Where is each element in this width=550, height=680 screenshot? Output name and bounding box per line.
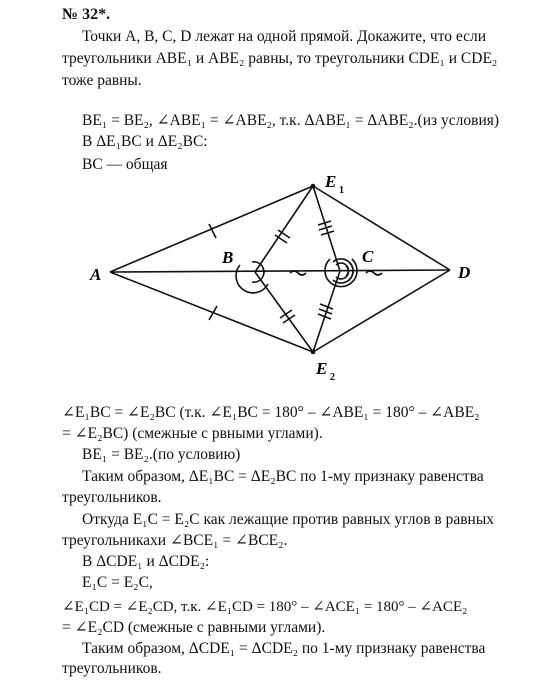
line-AD (110, 270, 450, 272)
label-C: C (362, 247, 374, 266)
proof-line-10: ∠E₁CD = ∠E₂CD, т.к. ∠E₁CD = 180° – ∠ACE₁ = 180° – ∠ACE₂ (62, 599, 468, 615)
tick-CE2-a (320, 304, 333, 309)
label-E2: E (316, 359, 328, 378)
segment-E1D (313, 186, 450, 270)
proof-line-11: = ∠E₂CD (смежные с равными углами). (62, 619, 326, 636)
problem-line-2: треугольники ABE₁ и ABE₂ равны, то треугольники CDE₁ и CDE₂ (62, 50, 498, 67)
label-D: D (458, 263, 471, 282)
proof-line-4: Таким образом, ΔE₁BC = ΔE₂BC по 1-му признаку равенства (82, 468, 484, 485)
tick-AE1 (209, 224, 216, 238)
proof-line-6: Откуда E₁C = E₂C как лежащие против равных углов в равных (82, 511, 494, 528)
proof-line-5: треугольников. (62, 489, 162, 506)
problem-line-3: тоже равны. (62, 72, 142, 89)
tick-BE2-a (280, 310, 292, 318)
proof-line-12: Таким образом, ΔCDE₁ = ΔCDE₂ по 1-му признаку равенства (82, 640, 486, 657)
tick-BE2-b (283, 315, 295, 323)
proof-line-3: BE₁ = BE₂.(по условию) (82, 446, 241, 463)
proof-line-8: В ΔCDE₁ и ΔCDE₂: (82, 553, 210, 570)
point-E2 (311, 350, 316, 355)
solution-line-2: В ΔE₁BC и ΔE₂BC: (82, 133, 208, 150)
proof-line-7: треугольникахи ∠BCE₁ = ∠BCE₂. (62, 532, 288, 549)
proof-line-1: ∠E₁BC = ∠E₂BC (т.к. ∠E₁BC = 180° – ∠ABE₁ = 180° – ∠ABE₂ (62, 404, 480, 421)
label-E2-subscript: 2 (330, 372, 335, 383)
problem-number: № 32*. (62, 6, 111, 23)
label-A: A (90, 265, 102, 284)
wave-mark-CD (366, 271, 382, 275)
label-B: B (222, 248, 234, 267)
solution-line-3: BC — общая (82, 156, 168, 173)
proof-line-13: треугольников. (62, 660, 162, 677)
proof-line-2: = ∠E₂BC) (смежные с рвными углами). (62, 425, 323, 442)
solution-line-1: BE₁ = BE₂, ∠ABE₁ = ∠ABE₂, т.к. ΔABE₁ = ΔABE₂.(из условия) (82, 112, 500, 129)
segment-AE2 (110, 272, 313, 352)
angle-arc-C-lower (333, 262, 353, 283)
problem-line-1: Точки A, B, C, D лежат на одной прямой. Докажите, что если (82, 28, 487, 45)
label-E1-subscript: 1 (339, 185, 344, 196)
proof-line-9: E₁C = E₂C, (82, 574, 153, 591)
point-E1 (311, 184, 316, 189)
label-E1: E (325, 172, 337, 191)
segment-E2D (313, 270, 450, 352)
